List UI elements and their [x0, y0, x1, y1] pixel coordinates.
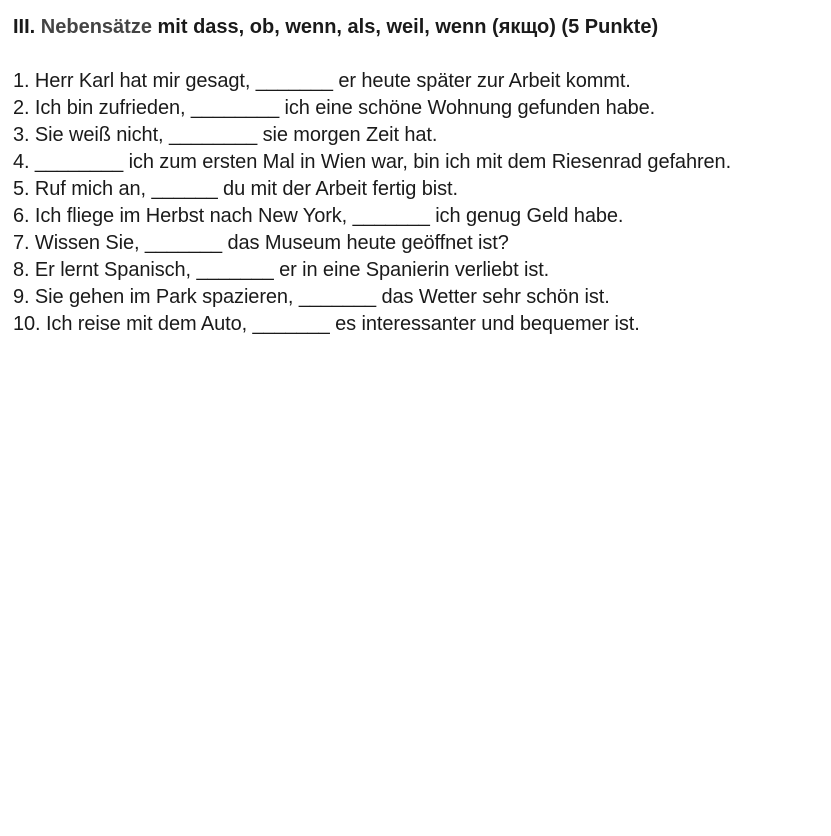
- exercise-item-8: 8. Er lernt Spanisch, _______ er in eine Spanierin verliebt ist.: [13, 259, 550, 281]
- exercise-item-4: 4. ________ ich zum ersten Mal in Wien war, bin ich mit dem Riesenrad gefahren.: [13, 151, 732, 173]
- exercise-item-9: 9. Sie gehen im Park spazieren, _______ das Wetter sehr schön ist.: [13, 286, 610, 308]
- exercise-item-1: 1. Herr Karl hat mir gesagt, _______ er heute später zur Arbeit kommt.: [13, 70, 631, 92]
- exercise-item-10: 10. Ich reise mit dem Auto, _______ es interessanter und bequemer ist.: [13, 313, 640, 335]
- section-heading: [13, 14, 825, 41]
- exercise-item-2: 2. Ich bin zufrieden, ________ ich eine schöne Wohnung gefunden habe.: [13, 97, 656, 119]
- exercise-item-3: 3. Sie weiß nicht, ________ sie morgen Zeit hat.: [13, 124, 438, 146]
- exercise-list: [13, 68, 825, 338]
- exercise-item-6: 6. Ich fliege im Herbst nach New York, _______ ich genug Geld habe.: [13, 205, 624, 227]
- heading-numeral: III.: [13, 16, 36, 38]
- worksheet: [13, 14, 825, 338]
- heading-rest: mit dass, ob, wenn, als, weil, wenn (якщо) (5 Punkte): [157, 16, 659, 38]
- exercise-item-7: 7. Wissen Sie, _______ das Museum heute geöffnet ist?: [13, 232, 509, 254]
- exercise-item-5: 5. Ruf mich an, ______ du mit der Arbeit fertig bist.: [13, 178, 458, 200]
- heading-topic: Nebensätze: [40, 16, 152, 38]
